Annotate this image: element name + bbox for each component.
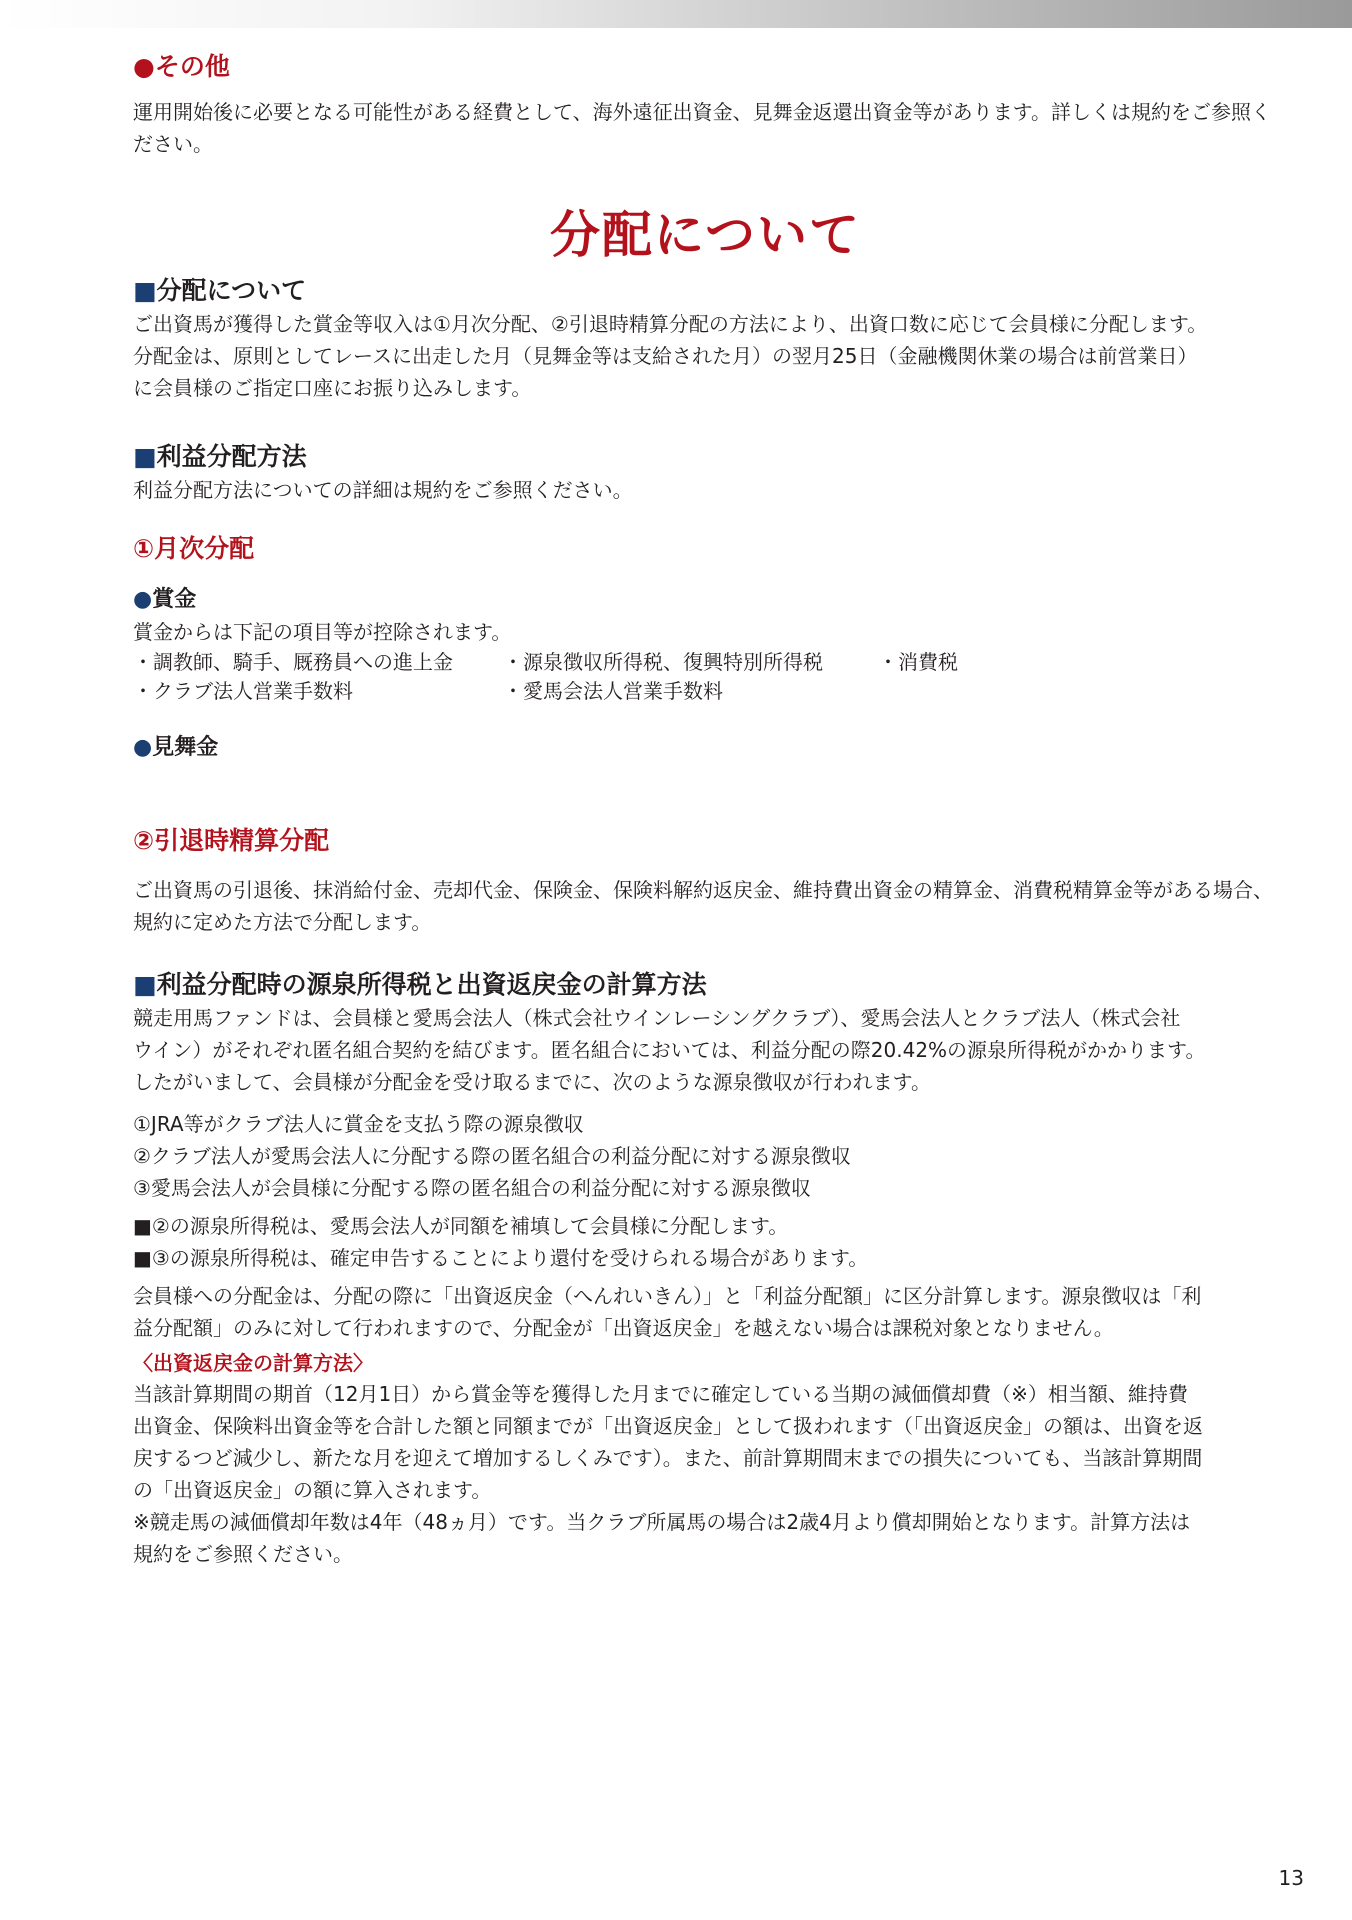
- withholding-item: ③愛馬会法人が会員様に分配する際の匿名組合の利益分配に対する源泉徴収: [133, 1176, 811, 1200]
- withholding-item: ①JRA等がクラブ法人に賞金を支払う際の源泉徴収: [133, 1112, 584, 1136]
- explain-line: 会員様への分配金は、分配の際に「出資返戻金（へんれいきん）」と「利益分配額」に区分計算します。源泉徴収は「利: [133, 1284, 1202, 1308]
- tax-heading: ■利益分配時の源泉所得税と出資返戻金の計算方法: [133, 970, 707, 999]
- distribution-body: [133, 308, 1278, 404]
- calc-line: 当該計算期間の期首（12月1日）から賞金等を獲得した月までに確定している当期の減価償却費（※）相当額、維持費: [133, 1382, 1188, 1406]
- prize-intro: 賞金からは下記の項目等が控除されます。: [133, 620, 512, 644]
- tax-intro-line: 競走用馬ファンドは、会員様と愛馬会法人（株式会社ウインレーシングクラブ）、愛馬会法人とクラブ法人（株式会社: [133, 1006, 1181, 1030]
- calc-line: の「出資返戻金」の額に算入されます。: [133, 1478, 492, 1502]
- other-text: 運用開始後に必要となる可能性がある経費として、海外遠征出資金、見舞金返還出資金等があります。詳しくは規約をご参照ください。: [133, 100, 1271, 156]
- distribution-line: ご出資馬が獲得した賞金等収入は①月次分配、②引退時精算分配の方法により、出資口数に応じて会員様に分配します。: [133, 312, 1208, 336]
- deduction-item: ・クラブ法人営業手数料: [133, 679, 353, 703]
- deduction-row: [133, 648, 1278, 677]
- tax-intro-line: したがいまして、会員様が分配金を受け取るまでに、次のような源泉徴収が行われます。: [133, 1070, 931, 1094]
- calc-line: ※競走馬の減価償却年数は4年（48ヵ月）です。当クラブ所属馬の場合は2歳4月より償却開始となります。計算方法は: [133, 1510, 1191, 1534]
- page-title: 分配について: [550, 206, 861, 264]
- tax-intro: [133, 1002, 1278, 1098]
- retirement-heading: ②引退時精算分配: [133, 826, 330, 855]
- calc-body: [133, 1378, 1278, 1570]
- retirement-line: ご出資馬の引退後、抹消給付金、売却代金、保険金、保険料解約返戻金、維持費出資金の精算金、消費税精算金等がある場合、: [133, 878, 1273, 902]
- dot-bullet-icon: ●: [133, 587, 153, 612]
- refund-explanation: [133, 1280, 1278, 1344]
- withholding-notes: [133, 1210, 1278, 1274]
- square-bullet-icon: ■: [133, 276, 157, 305]
- retirement-line: 規約に定めた方法で分配します。: [133, 910, 432, 934]
- distribution-heading: ■分配について: [133, 276, 307, 305]
- retirement-body: [133, 874, 1278, 938]
- profit-method-text: 利益分配方法についての詳細は規約をご参照ください。: [133, 478, 633, 502]
- distribution-line: に会員様のご指定口座にお振り込みします。: [133, 376, 532, 400]
- withholding-item: ②クラブ法人が愛馬会法人に分配する際の匿名組合の利益分配に対する源泉徴収: [133, 1144, 851, 1168]
- explain-line: 益分配額」のみに対して行われますので、分配金が「出資返戻金」を越えない場合は課税対象となりません。: [133, 1316, 1114, 1340]
- profit-method-heading: ■利益分配方法: [133, 442, 307, 471]
- calc-line: 戻するつど減少し、新たな月を迎えて増加するしくみです）。また、前計算期間末までの損失についても、当該計算期間: [133, 1446, 1203, 1470]
- top-gradient-bar: [0, 0, 1352, 28]
- withholding-note: ■③の源泉所得税は、確定申告することにより還付を受けられる場合があります。: [133, 1246, 869, 1270]
- monthly-heading: ①月次分配: [133, 534, 255, 563]
- deduction-item: ・愛馬会法人営業手数料: [503, 679, 723, 703]
- square-bullet-icon: ■: [133, 442, 157, 471]
- prize-heading: ●賞金: [133, 587, 197, 612]
- calc-heading: 〈出資返戻金の計算方法〉: [133, 1351, 373, 1375]
- distribution-line: 分配金は、原則としてレースに出走した月（見舞金等は支給された月）の翌月25日（金融機関休業の場合は前営業日）: [133, 344, 1198, 368]
- withholding-list: [133, 1108, 1278, 1204]
- page-number: 13: [1278, 1866, 1304, 1890]
- other-heading: ●その他: [133, 52, 230, 81]
- withholding-note: ■②の源泉所得税は、愛馬会法人が同額を補填して会員様に分配します。: [133, 1214, 789, 1238]
- deduction-row: [133, 677, 1278, 706]
- calc-line: 出資金、保険料出資金等を合計した額と同額までが「出資返戻金」として扱われます（「出資返戻金」の額は、出資を返: [133, 1414, 1203, 1438]
- deduction-item: ・源泉徴収所得税、復興特別所得税: [503, 650, 823, 674]
- tax-intro-line: ウイン）がそれぞれ匿名組合契約を結びます。匿名組合においては、利益分配の際20.42%の源泉所得税がかかります。: [133, 1038, 1206, 1062]
- page-content: [133, 50, 1278, 1570]
- calc-line: 規約をご参照ください。: [133, 1542, 353, 1566]
- sympathy-heading: ●見舞金: [133, 735, 219, 760]
- dot-bullet-icon: ●: [133, 735, 153, 760]
- deduction-item: ・消費税: [878, 650, 958, 674]
- deduction-item: ・調教師、騎手、厩務員への進上金: [133, 650, 453, 674]
- square-bullet-icon: ■: [133, 970, 157, 999]
